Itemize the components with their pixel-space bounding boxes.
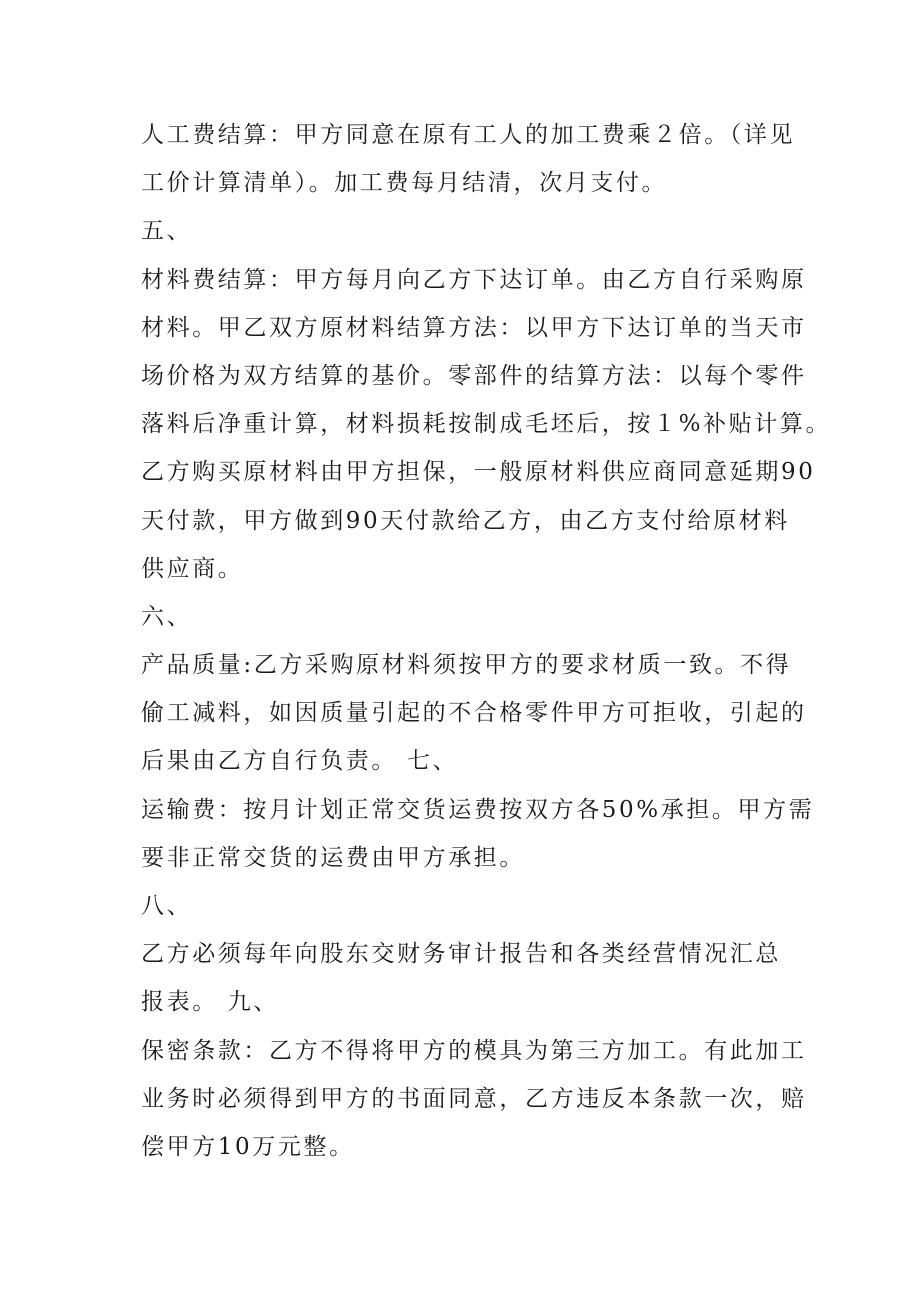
text-line: 报表。 九、 bbox=[141, 989, 279, 1016]
text-line: 业务时必须得到甲方的书面同意，乙方违反本条款一次，赔 bbox=[141, 1085, 807, 1112]
document-body bbox=[141, 111, 832, 1171]
text-line: 偿甲方10万元整。 bbox=[141, 1133, 355, 1160]
text-line: 乙方必须每年向股东交财务审计报告和各类经营情况汇总 bbox=[141, 941, 781, 968]
text-line: 材料费结算：甲方每月向乙方下达订单。由乙方自行采购原 bbox=[141, 266, 807, 293]
section-heading: 五、 bbox=[141, 218, 193, 245]
text-line: 落料后净重计算，材料损耗按制成毛坯后，按１%补贴计算。 bbox=[141, 411, 832, 438]
text-line: 天付款，甲方做到90天付款给乙方，由乙方支付给原材料 bbox=[141, 507, 790, 534]
text-line: 产品质量:乙方采购原材料须按甲方的要求材质一致。不得 bbox=[141, 652, 792, 679]
text-line: 运输费：按月计划正常交货运费按双方各50%承担。甲方需 bbox=[141, 796, 815, 823]
text-line: 后果由乙方自行负责。 七、 bbox=[141, 748, 459, 775]
text-line: 工价计算清单）。加工费每月结清，次月支付。 bbox=[141, 170, 668, 197]
text-line: 乙方购买原材料由甲方担保，一般原材料供应商同意延期90 bbox=[141, 459, 816, 486]
text-line: 要非正常交货的运费由甲方承担。 bbox=[141, 844, 525, 871]
text-line: 场价格为双方结算的基价。零部件的结算方法：以每个零件 bbox=[141, 362, 807, 389]
text-line: 材料。甲乙双方原材料结算方法：以甲方下达订单的当天市 bbox=[141, 314, 807, 341]
text-line: 人工费结算：甲方同意在原有工人的加工费乘２倍。（详见 bbox=[141, 122, 796, 148]
text-line: 保密条款：乙方不得将甲方的模具为第三方加工。有此加工 bbox=[141, 1037, 807, 1064]
section-heading: 六、 bbox=[141, 603, 193, 630]
section-heading: 八、 bbox=[141, 893, 193, 919]
text-line: 偷工减料，如因质量引起的不合格零件甲方可拒收，引起的 bbox=[141, 700, 807, 727]
text-line: 供应商。 bbox=[141, 555, 244, 582]
